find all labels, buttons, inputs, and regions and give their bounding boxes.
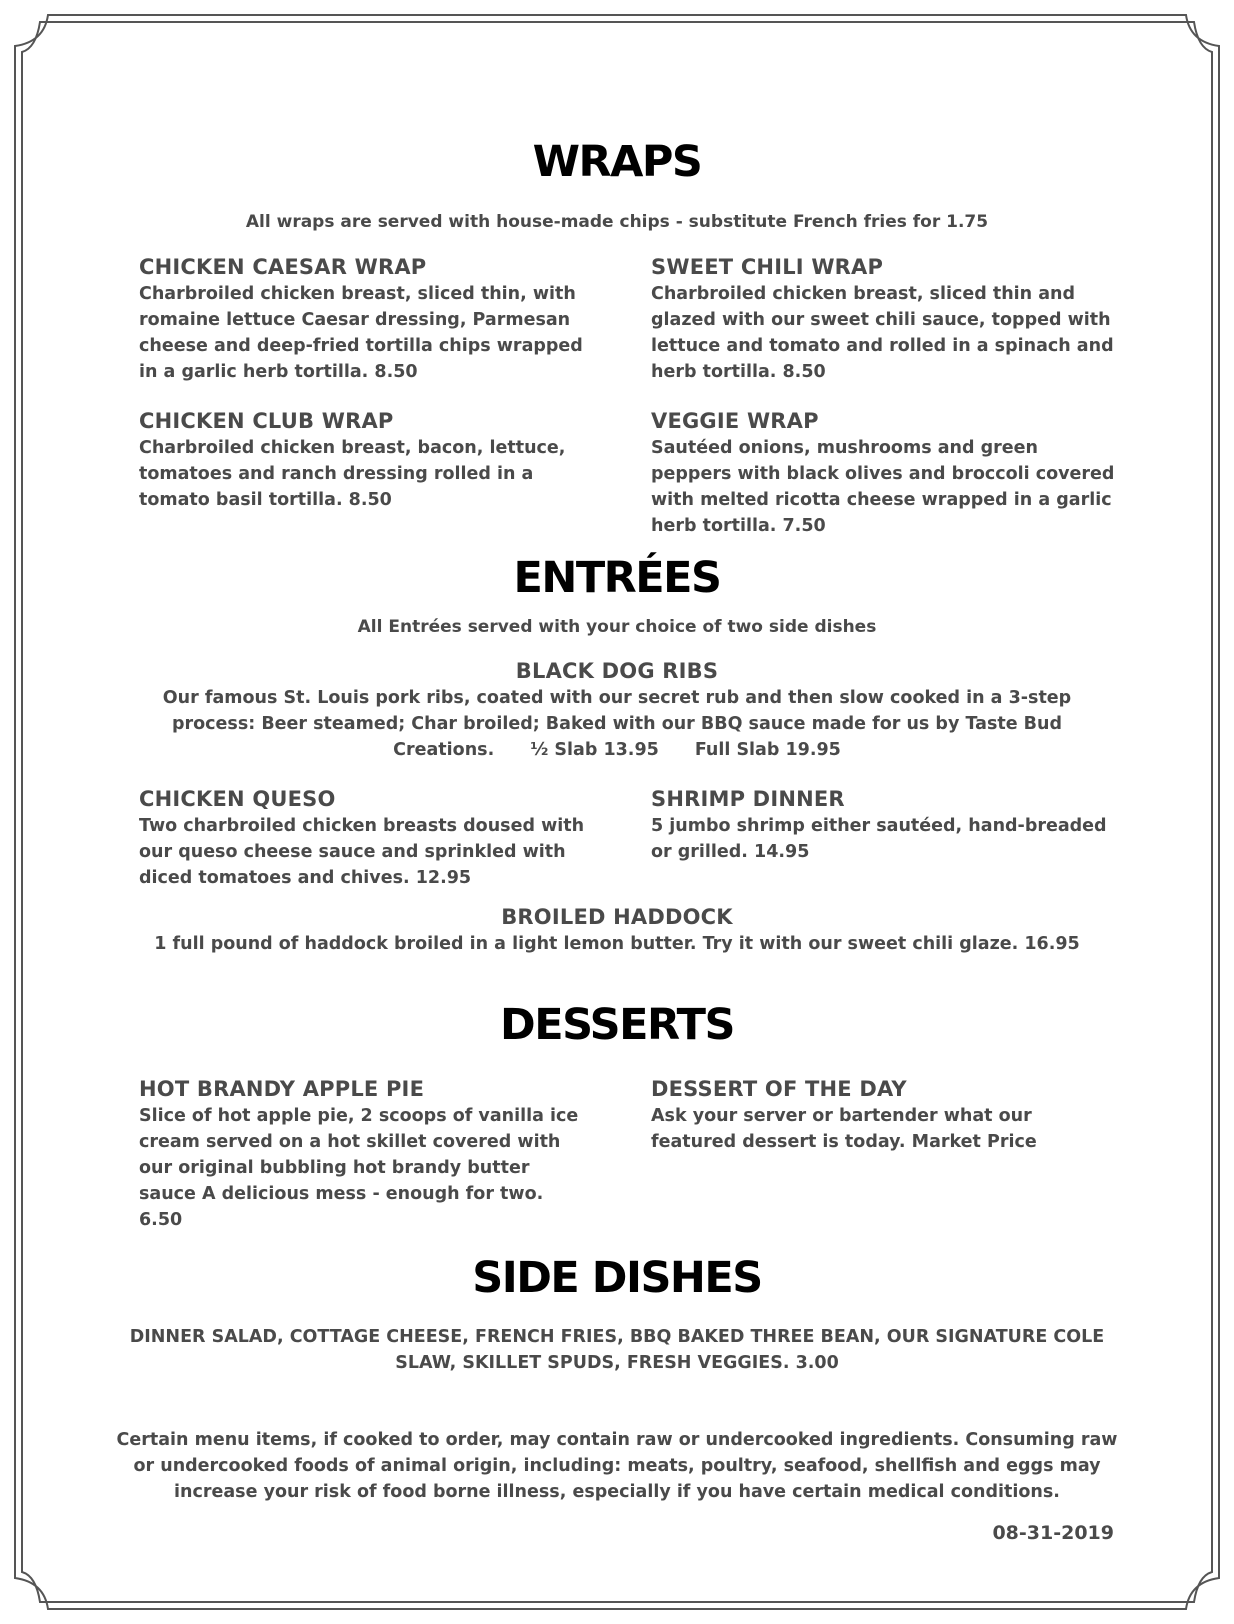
item-description: Two charbroiled chicken breasts doused with our queso cheese sauce and sprinkled with diced tomatoes and chives. 12.95	[139, 816, 585, 888]
item-description: Slice of hot apple pie, 2 scoops of vanilla ice cream served on a hot skillet covered with our original bubbling hot brandy butter sauce A delicious mess - enough for two. 6.50	[139, 1106, 579, 1230]
menu-item	[139, 253, 589, 385]
menu-item	[139, 407, 589, 513]
item-title: BLACK DOG RIBS	[515, 659, 719, 683]
item-title: CHICKEN QUESO	[139, 787, 336, 811]
side-dishes-list: DINNER SALAD, COTTAGE CHEESE, FRENCH FRIES, BBQ BAKED THREE BEAN, OUR SIGNATURE COLE SLAW, SKILLET SPUDS, FRESH VEGGIES. 3.00	[129, 1327, 1105, 1373]
ribs-price-half: ½ Slab 13.95	[530, 740, 659, 760]
item-description: Charbroiled chicken breast, bacon, lettuce, tomatoes and ranch dressing rolled in a tomato basil tortilla. 8.50	[139, 438, 566, 510]
item-description: Charbroiled chicken breast, sliced thin, with romaine lettuce Caesar dressing, Parmesan cheese and deep-fried tortilla chips wrapped in a garlic herb tortilla. 8.50	[139, 284, 583, 382]
menu-item	[139, 785, 589, 891]
menu-date: 08-31-2019	[992, 1522, 1114, 1544]
ribs-description: Our famous St. Louis pork ribs, coated with our secret rub and then slow cooked in a 3-step process: Beer steamed; Char broiled; Baked with our BBQ sauce made for us by Taste Bud Creations.	[162, 688, 1072, 760]
item-description: Charbroiled chicken breast, sliced thin and glazed with our sweet chili sauce, topped with lettuce and tomato and rolled in a spinach and herb tortilla. 8.50	[651, 284, 1114, 382]
wraps-note: All wraps are served with house-made chips - substitute French fries for 1.75	[245, 212, 989, 232]
food-safety-disclaimer: Certain menu items, if cooked to order, may contain raw or undercooked ingredients. Consuming raw or undercooked foods of animal origin, including: meats, poultry, seafood, shellfish and eggs may increase your risk of food borne illness, especially if you have certain medical conditions.	[116, 1430, 1118, 1502]
menu-item	[651, 785, 1121, 865]
item-description: Sautéed onions, mushrooms and green peppers with black olives and broccoli covered with melted ricotta cheese wrapped in a garlic herb tortilla. 7.50	[651, 438, 1115, 536]
menu-item-haddock	[60, 903, 1174, 957]
item-title: CHICKEN CAESAR WRAP	[139, 255, 427, 279]
menu-item	[651, 407, 1121, 539]
item-title: CHICKEN CLUB WRAP	[139, 409, 394, 433]
ribs-price-full: Full Slab 19.95	[694, 740, 841, 760]
menu-item	[651, 1075, 1121, 1155]
desserts-heading: DESSERTS	[500, 1000, 734, 1050]
item-description: 1 full pound of haddock broiled in a light lemon butter. Try it with our sweet chili glaze. 16.95	[154, 934, 1080, 954]
menu-item	[651, 253, 1121, 385]
item-description: Ask your server or bartender what our featured dessert is today. Market Price	[651, 1106, 1037, 1152]
item-title: SHRIMP DINNER	[651, 787, 845, 811]
item-title: VEGGIE WRAP	[651, 409, 819, 433]
entrees-note: All Entrées served with your choice of two side dishes	[357, 617, 877, 637]
wraps-heading: WRAPS	[532, 137, 702, 187]
item-title: SWEET CHILI WRAP	[651, 255, 884, 279]
item-description: 5 jumbo shrimp either sautéed, hand-breaded or grilled. 14.95	[651, 816, 1107, 862]
item-description	[120, 685, 1114, 763]
item-title: HOT BRANDY APPLE PIE	[139, 1077, 425, 1101]
item-title: BROILED HADDOCK	[501, 905, 733, 929]
entrees-heading: ENTRÉES	[513, 553, 721, 603]
side-dishes-heading: SIDE DISHES	[472, 1253, 762, 1303]
menu-item-ribs	[120, 657, 1114, 763]
item-title: DESSERT OF THE DAY	[651, 1077, 907, 1101]
menu-item	[139, 1075, 589, 1233]
